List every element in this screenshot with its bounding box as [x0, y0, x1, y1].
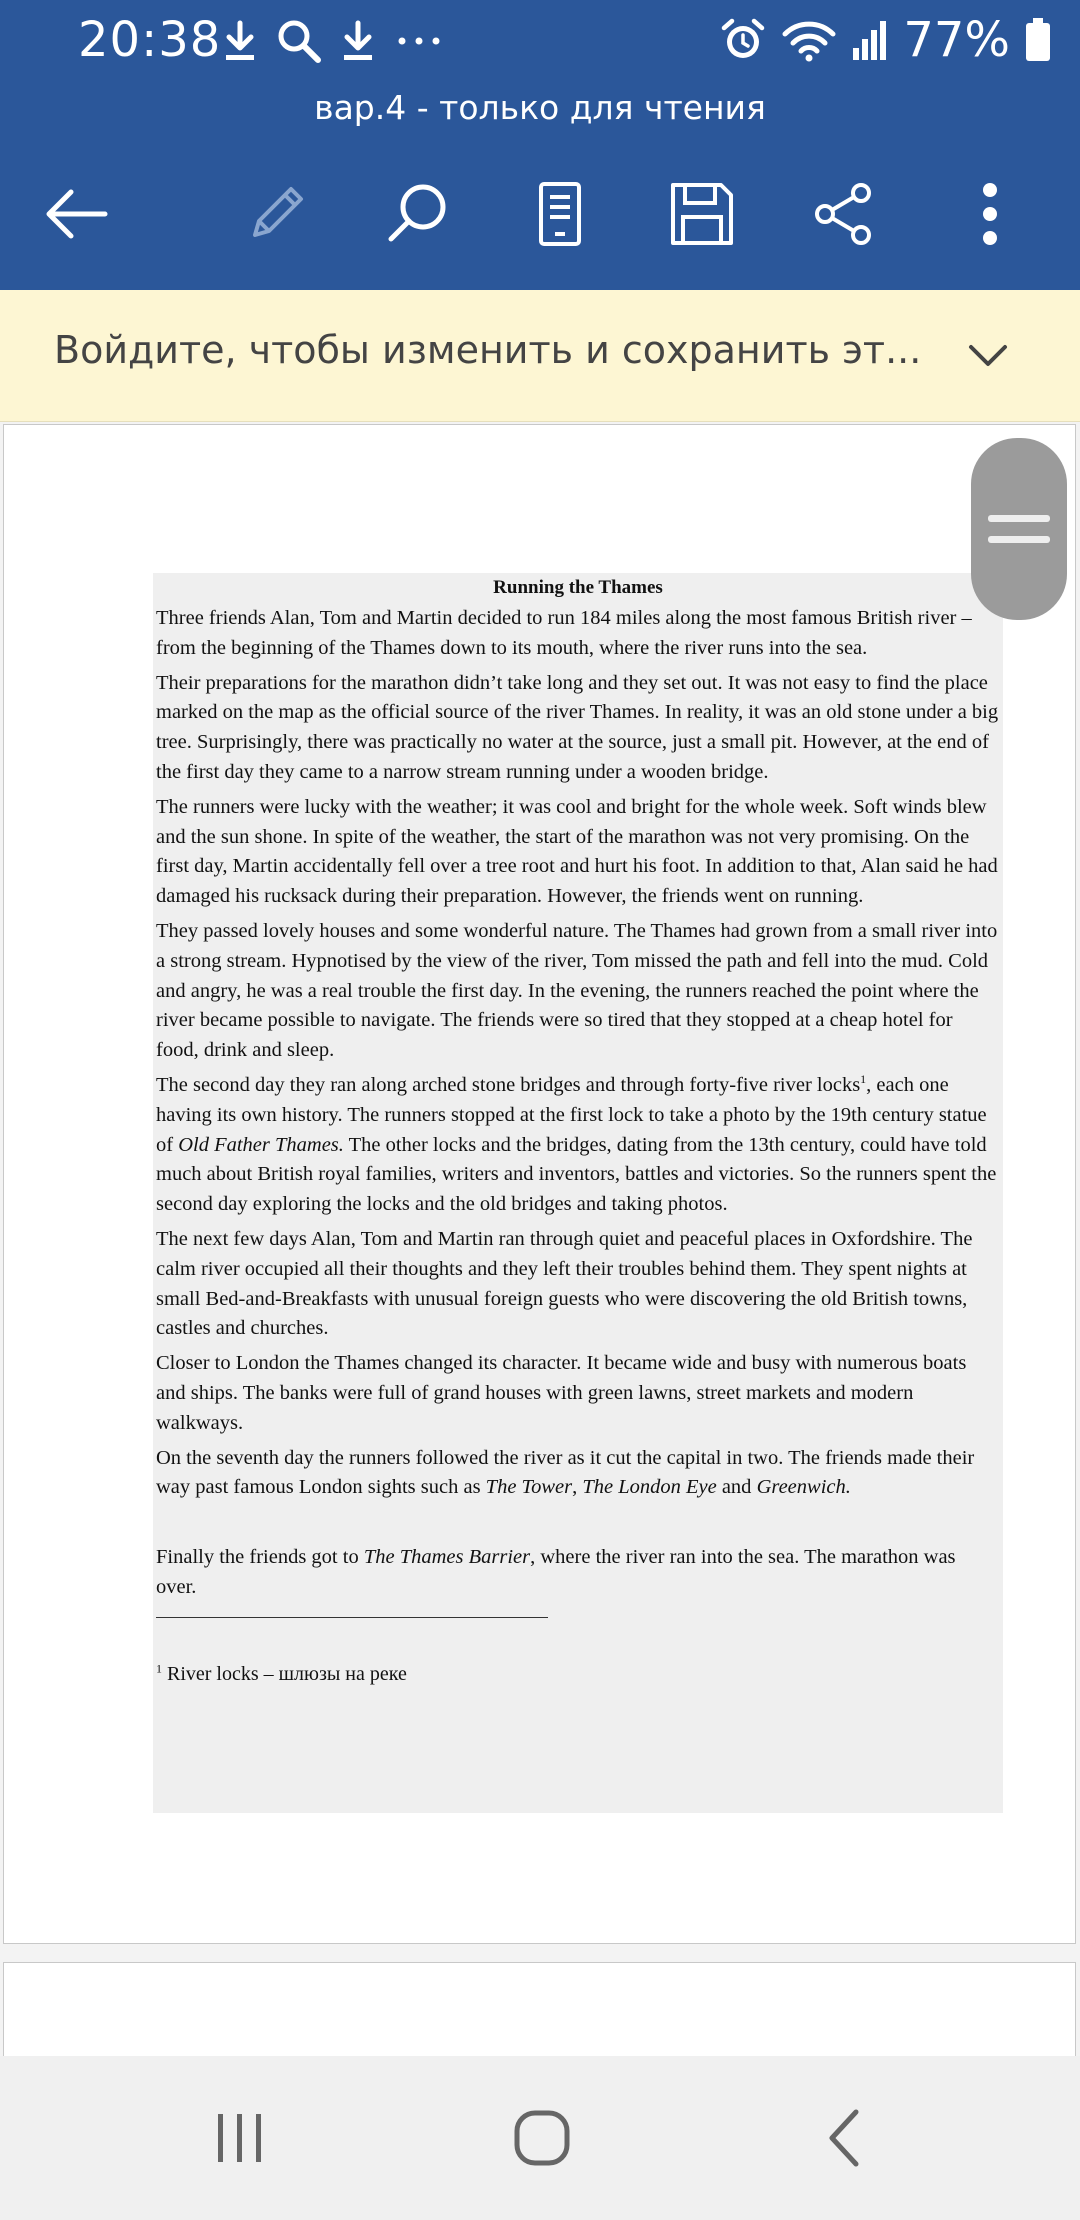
mobile-view-button[interactable] [518, 172, 602, 256]
back-arrow-icon [41, 184, 111, 244]
download-icon [222, 19, 258, 63]
save-button[interactable] [660, 172, 744, 256]
footnote [156, 1660, 1000, 1690]
grip-line [988, 536, 1050, 543]
text-run: The other locks and the bridges, dating from the 13th century, could have told much about British royal families, writers and inventors, battles and victories. So the runners spent the second day exploring the locks and the old bridges and taking photos. [156, 1133, 997, 1216]
recent-apps-button[interactable] [200, 2098, 280, 2178]
document-title: вар.4 - только для чтения [314, 88, 766, 127]
more-dots-icon [394, 31, 444, 51]
status-time: 20:38 [78, 12, 222, 68]
paragraph: They passed lovely houses and some wonderful nature. The Thames had grown from a small river into a strong stream. Hypnotised by the view of the river, Tom missed the path and fell into the mud. Cold and angry, he was a real trouble the first day. In the evening, the runners reached the point where the river became possible to navigate. The friends were so tired that they stopped at a cheap hotel for food, drink and sleep. [156, 919, 998, 1062]
app-header [0, 0, 1080, 290]
document-heading: Running the Thames [493, 577, 663, 598]
banner-expand-button[interactable] [960, 328, 1016, 384]
wifi-icon [781, 16, 837, 64]
back-button[interactable] [34, 172, 118, 256]
footnote-text: River locks – шлюзы на реке [162, 1662, 407, 1685]
text-run: , [572, 1476, 583, 1499]
save-icon [669, 181, 735, 247]
system-navigation-bar [0, 2056, 1080, 2220]
scroll-handle[interactable] [971, 438, 1067, 620]
text-run: , where the river ran into the sea. The marathon was over. [156, 1546, 956, 1598]
paragraph: Closer to London the Thames changed its character. It became wide and busy with numerous boats and ships. The banks were full of grand houses with green lawns, street markets and modern walkways. [156, 1352, 967, 1434]
text-run: The second day they ran along arched stone bridges and through forty-five river locks [156, 1073, 861, 1096]
status-bar [0, 0, 1080, 80]
banner-text: Войдите, чтобы изменить и сохранить эт... [54, 328, 922, 372]
back-icon [824, 2108, 864, 2168]
edit-pencil-icon [241, 179, 311, 249]
grip-line [988, 515, 1050, 522]
find-button[interactable] [376, 172, 460, 256]
text-run: On the seventh day the runners followed the river as it cut the capital in two. The friends made their way past famous London sights such as [156, 1446, 975, 1499]
paragraph [156, 1543, 1000, 1603]
search-icon [276, 18, 322, 64]
footnote-mark: 1 [156, 1661, 162, 1676]
signal-icon [851, 18, 889, 62]
italic-run: Greenwich. [756, 1476, 851, 1499]
footnote-ref[interactable]: 1 [860, 1072, 867, 1087]
italic-run: Old Father Thames. [178, 1133, 344, 1156]
paragraph: The runners were lucky with the weather; it was cool and bright for the whole week. Soft winds blew and the sun shone. In spite of the weather, the start of the marathon was not very promising. On the first day, Martin accidentally fell over a tree root and hurt his foot. In addition to that, Alan said he had damaged his rucksack during their preparation. However, the friends went on running. [156, 795, 998, 908]
status-system-icons [719, 12, 1052, 68]
next-document-page [3, 1962, 1076, 2062]
paragraph [156, 1444, 1000, 1504]
text-run: and [716, 1476, 757, 1499]
more-options-button[interactable] [948, 172, 1032, 256]
share-icon [811, 181, 877, 247]
toolbar [0, 160, 1080, 265]
battery-percent: 77% [903, 12, 1010, 68]
find-search-icon [383, 179, 453, 249]
document-content [153, 573, 1003, 1813]
paragraph: The next few days Alan, Tom and Martin ran through quiet and peaceful places in Oxfordshire. The calm river occupied all their thoughts and they left their troubles behind them. They spent nights at small Bed-and-Breakfasts with unusual foreign guests who were discovering the old British towns, castles and churches. [156, 1227, 973, 1340]
download-icon [340, 19, 376, 63]
alarm-icon [719, 16, 767, 64]
status-notification-icons [222, 16, 444, 66]
home-button[interactable] [502, 2098, 582, 2178]
chevron-down-icon [968, 344, 1008, 368]
italic-run: The Thames Barrier [363, 1546, 531, 1569]
footnote-divider [156, 1617, 548, 1618]
paragraph: Three friends Alan, Tom and Martin decided to run 184 miles along the most famous British river – from the beginning of the Thames down to its mouth, where the river runs into the sea. [156, 607, 972, 659]
system-back-button[interactable] [804, 2098, 884, 2178]
battery-icon [1024, 17, 1052, 63]
paragraph: Their preparations for the marathon didn’t take long and they set out. It was not easy to find the place marked on the map as the official source of the river Thames. In reality, it was an old stone under a big tree. Surprisingly, there was practically no water at the source, just a small pit. However, at the end of the first day they came to a narrow stream running under a wooden bridge. [156, 671, 999, 783]
share-button[interactable] [802, 172, 886, 256]
paragraph [156, 1071, 1000, 1220]
mobile-view-icon [535, 181, 585, 247]
italic-run: The London Eye [582, 1476, 717, 1499]
text-run: , each one having its own history. The runners stopped at the first lock to take a photo by the 19th century statue of [156, 1073, 987, 1156]
home-icon [511, 2107, 573, 2169]
edit-button[interactable] [234, 172, 318, 256]
sign-in-banner[interactable] [0, 290, 1080, 422]
more-vertical-icon [980, 181, 1000, 247]
text-run: Finally the friends got to [156, 1546, 364, 1569]
italic-run: The Tower [485, 1476, 573, 1499]
recent-apps-icon [212, 2110, 268, 2166]
